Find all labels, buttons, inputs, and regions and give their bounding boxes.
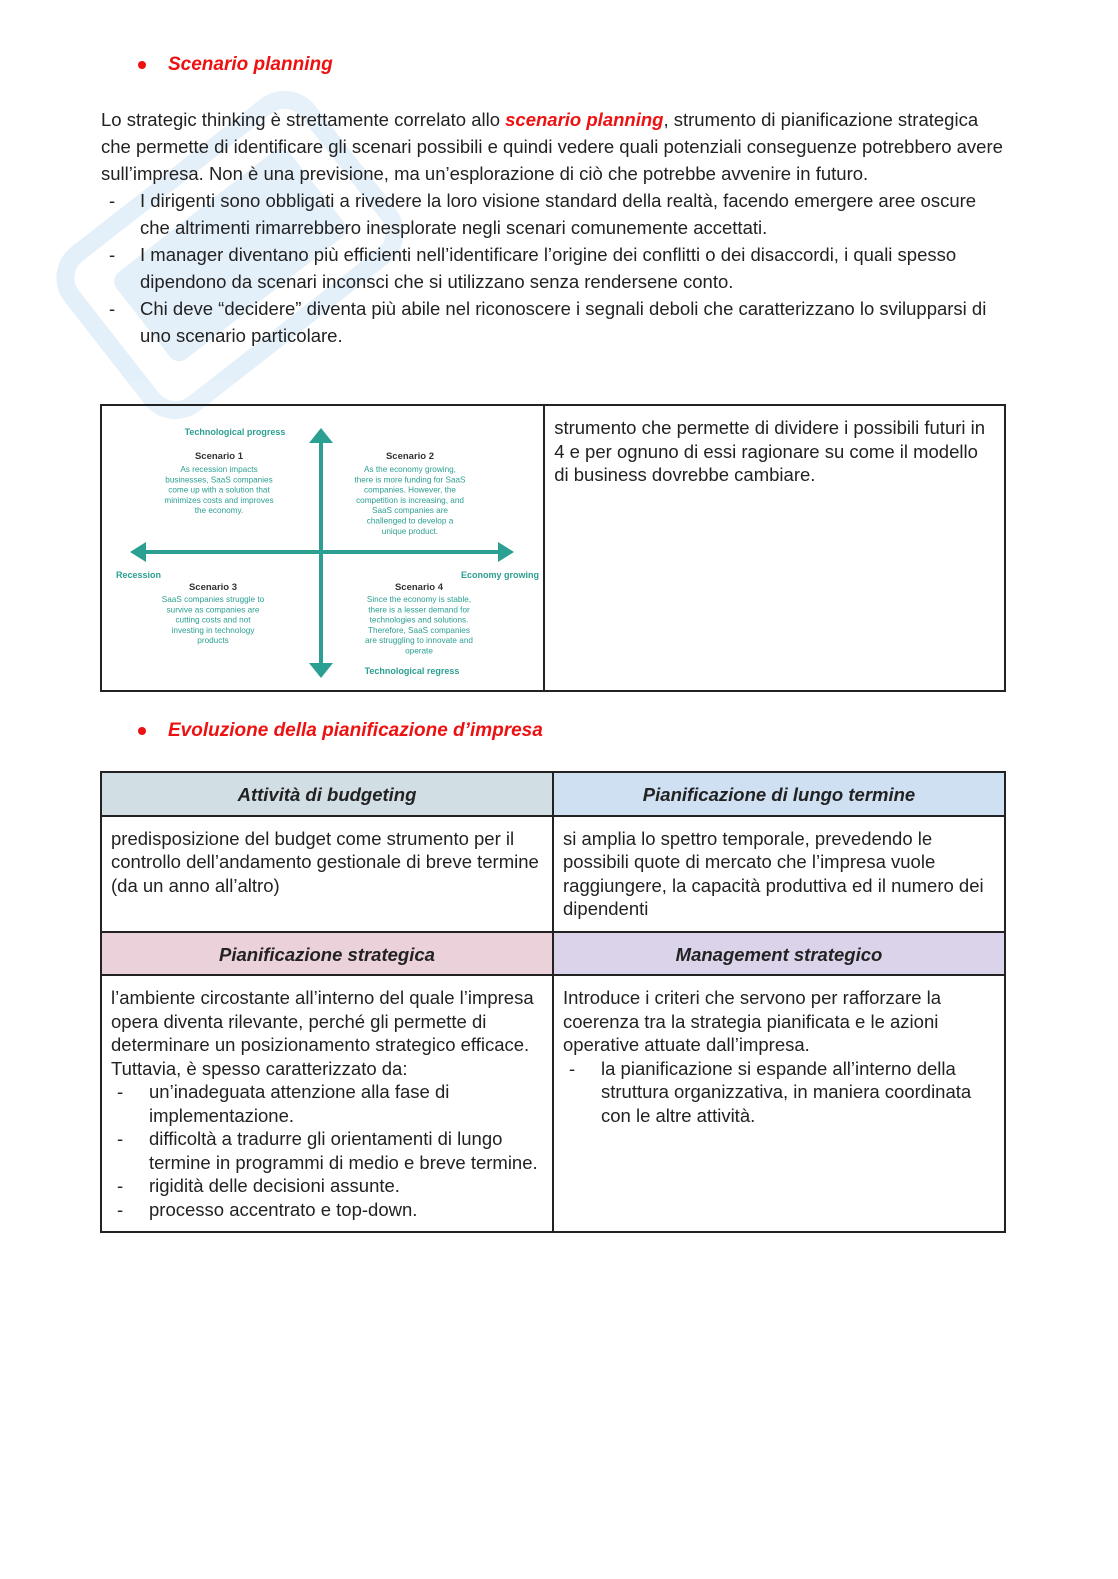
cell-text: l’ambiente circostante all’interno del quale l’impresa opera diventa rilevante, perché gli permette di determinare un posizionamento strategico efficace. Tuttavia, è spesso caratterizzato da: xyxy=(111,987,534,1079)
scenario-description-line: minimizes costs and improves xyxy=(164,495,274,505)
scenario-description-line: there is more funding for SaaS xyxy=(354,475,466,485)
list-item: - la pianificazione si espande all’interno della struttura organizzativa, in maniera coordinata con le altre attività. xyxy=(563,1057,995,1128)
scenario-description-line: cutting costs and not xyxy=(175,615,251,625)
scenario-description-line: Therefore, SaaS companies xyxy=(368,625,470,635)
intro-text: Lo strategic thinking è strettamente correlato allo xyxy=(101,109,506,130)
cell-header-management-strategico: Management strategico xyxy=(553,932,1005,976)
section-heading-text: Scenario planning xyxy=(168,54,333,75)
arrow-up-icon xyxy=(309,428,333,443)
scenario-description-line: businesses, SaaS companies xyxy=(165,475,273,485)
bullet-dot xyxy=(138,61,146,69)
scenario-4-quadrant xyxy=(365,582,473,656)
scenario-description-line: come up with a solution that xyxy=(168,485,270,495)
cell-pianificazione-strategica-body xyxy=(101,975,553,1232)
axis-label-bottom: Technological regress xyxy=(364,666,460,676)
scenario-description-line: SaaS companies struggle to xyxy=(161,595,265,604)
scenario-diagram-cell xyxy=(101,405,544,691)
scenario-title: Scenario 4 xyxy=(394,582,444,593)
scenario-1-quadrant xyxy=(164,451,273,515)
list-item: - processo accentrato e top-down. xyxy=(111,1198,543,1222)
scenario-description-line: products xyxy=(197,636,229,646)
intro-text-end: , strumento di pianificazione strategica che permette di identificare gli scenari possibili e quindi vedere quali potenziali conseguenze potrebbero avere sull’impresa. Non è una previsione, ma un’esplorazione di ciò che potrebbe avvenire in futuro. xyxy=(101,109,1003,184)
scenario-matrix-diagram xyxy=(102,406,553,690)
scenario-description-cell: strumento che permette di dividere i possibili futuri in 4 e per ognuno di essi ragionare su come il modello di business dovrebbe cambiare. xyxy=(544,405,1005,691)
list-item: - rigidità delle decisioni assunte. xyxy=(111,1174,543,1198)
axis-label-right: Economy growing xyxy=(460,570,539,580)
cell-management-strategico-body xyxy=(553,975,1005,1232)
scenario-description-line: As the economy growing, xyxy=(364,465,456,474)
scenario-description-line: As recession impacts xyxy=(180,465,258,474)
evolution-table xyxy=(100,771,1006,1233)
scenario-description-line: the economy. xyxy=(194,506,244,516)
arrow-down-icon xyxy=(309,663,333,678)
scenario-title: Scenario 1 xyxy=(194,451,244,462)
scenario-description-line: competition is increasing, and xyxy=(356,495,464,505)
scenario-description-line: technologies and solutions. xyxy=(369,615,469,625)
scenario-description-line: operate xyxy=(405,646,433,656)
scenario-description-line: survive as companies are xyxy=(166,605,260,615)
cell-header-lungo-termine: Pianificazione di lungo termine xyxy=(553,772,1005,816)
arrow-right-icon xyxy=(498,542,514,562)
scenario-3-quadrant xyxy=(162,582,265,645)
list-item: - I manager diventano più efficienti nell’identificare l’origine dei conflitti o dei disaccordi, i quali spesso dipendono da scenari inconsci che si utilizzano senza rendersene conto. xyxy=(101,241,1011,295)
section-heading-text: Evoluzione della pianificazione d’impresa xyxy=(168,720,543,741)
scenario-description-line: companies. However, the xyxy=(364,485,456,495)
intro-highlight: scenario planning xyxy=(505,109,664,130)
cell-lungo-termine-text: si amplia lo spettro temporale, prevedendo le possibili quote di mercato che l’impresa vuole raggiungere, la capacità produttiva ed il numero dei dipendenti xyxy=(553,816,1005,932)
management-list xyxy=(563,1057,995,1128)
arrow-left-icon xyxy=(130,542,146,562)
cell-budgeting-text: predisposizione del budget come strumento per il controllo dell’andamento gestionale di breve termine (da un anno all’altro) xyxy=(101,816,553,932)
scenario-description-line: unique product. xyxy=(381,526,439,536)
cell-header-pianificazione-strategica: Pianificazione strategica xyxy=(101,932,553,976)
list-item: - I dirigenti sono obbligati a rivedere la loro visione standard della realtà, facendo emergere aree oscure che altrimenti rimarrebbero inesplorate negli scenari comunemente accettati. xyxy=(101,187,1011,241)
scenario-title: Scenario 2 xyxy=(385,451,435,462)
list-item: - difficoltà a tradurre gli orientamenti di lungo termine in programmi di medio e breve termine. xyxy=(111,1127,543,1174)
section-heading-evoluzione xyxy=(138,720,543,742)
axis-label-top: Technological progress xyxy=(184,427,286,437)
scenario-description-line: challenged to develop a xyxy=(366,516,454,526)
scenario-description-line: are struggling to innovate and xyxy=(365,636,473,646)
scenario-description-line: SaaS companies are xyxy=(371,506,449,516)
scenario-description-line: Since the economy is stable, xyxy=(366,595,472,604)
strategica-list xyxy=(111,1080,543,1221)
cell-header-budgeting: Attività di budgeting xyxy=(101,772,553,816)
scenario-table xyxy=(100,404,1006,692)
scenario-description-line: investing in technology xyxy=(171,625,255,635)
cell-text: Introduce i criteri che servono per rafforzare la coerenza tra la strategia pianificata e le azioni operative attuate dall’impresa. xyxy=(563,987,942,1055)
intro-paragraph xyxy=(101,106,1011,349)
list-item: - un’inadeguata attenzione alla fase di implementazione. xyxy=(111,1080,543,1127)
scenario-2-quadrant xyxy=(354,451,466,536)
section-heading-scenario-planning xyxy=(138,54,333,76)
scenario-description-line: there is a lesser demand for xyxy=(368,605,470,615)
scenario-benefits-list xyxy=(101,187,1011,349)
axis-label-left: Recession xyxy=(116,570,162,580)
bullet-dot xyxy=(138,727,146,735)
list-item: - Chi deve “decidere” diventa più abile nel riconoscere i segnali deboli che caratterizzano lo svilupparsi di uno scenario particolare. xyxy=(101,295,1011,349)
scenario-title: Scenario 3 xyxy=(188,582,238,593)
